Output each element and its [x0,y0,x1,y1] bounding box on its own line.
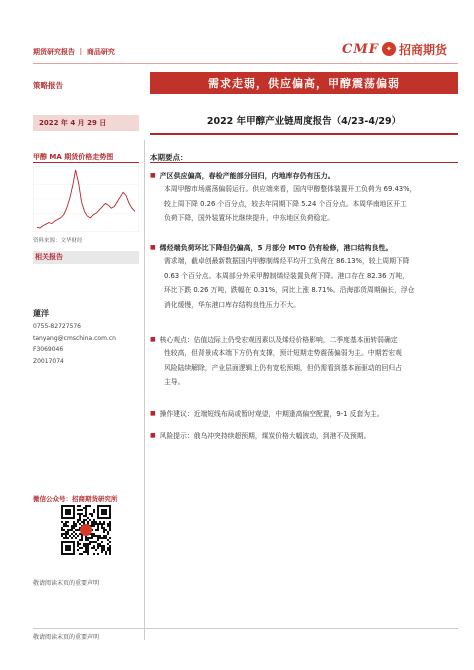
analyst-contact [33,321,116,367]
bullet-icon: ■ [150,336,156,343]
bullet-icon: ■ [150,432,156,439]
section-body [150,182,455,226]
header-divider [33,63,458,64]
body-line: 负荷下降，国外装置环比继续提升，中东地区负荷稳定。 [164,214,334,222]
report-title: 2022 年甲醇产业链周度报告（4/23-4/29） [206,116,402,127]
qr-code-icon [61,505,111,555]
report-category: 策略报告 [33,81,63,90]
contact-license-f: F3069046 [33,346,64,354]
footer-disclaimer: 敬请阅读末页的重要声明 [33,634,100,641]
key-points-rule [150,162,458,163]
contact-email[interactable]: tanyang@cmschina.com.cn [33,334,116,342]
report-date: 2022 年 4 月 29 日 [33,115,139,131]
wechat-label: 微信公众号：招商期货研究所 [33,495,118,503]
disclaimer-note: 敬请阅读末页的重要声明 [33,580,100,587]
headline-text: 需求走弱，供应偏高，甲醇震荡偏弱 [208,77,400,90]
column-separator [144,140,145,640]
body-line: 性较高，但背景成本端下方仍有支撑，预计短期走势震荡偏弱为主。中期若宏观 [164,349,402,357]
logo-chinese: 招商期货 [398,42,447,57]
section-risk [150,430,455,442]
bullet-icon: ■ [150,172,156,179]
body-line: 较上周下降 0.26 个百分点，较去年同期下降 5.24 个百分点。本周华南地区开工 [164,199,407,208]
body-line: 本周甲醇市场震荡偏弱运行。供应端来看，国内甲醇整体装置开工负荷为 69.43%， [164,185,417,193]
section-line: 核心观点：估值边际上仍受宏观因素以及烯烃价格影响，二季度基本面转弱确定 [159,336,398,344]
bullet-icon: ■ [150,244,156,251]
headline-banner [150,72,458,94]
contact-license-z: Z0017074 [33,357,64,365]
section-title: 产区供应偏高，春检产能部分回归，内地库存仍有压力。 [159,172,335,180]
key-points-heading: 本期要点： [150,153,188,162]
title-underline [150,133,458,135]
chart-title: 甲醇 MA 期货价格走势图 [33,153,114,161]
body-line: 环比下跌 0.26 万吨，跌幅在 0.31%，同比上涨 8.71%。沿海部货周期偏长，浮仓 [164,286,415,294]
section-core-view [150,334,455,390]
section-body [150,254,455,312]
chart-title-rule [33,162,139,163]
analyst-name: 蓮洋 [33,309,49,318]
section-title: 烯烃端负荷环比下降但仍偏高，5 月部分 MTO 仍有检修，港口结构良性。 [159,244,393,252]
bullet-icon: ■ [150,410,156,417]
related-reports-heading: 相关报告 [33,251,139,264]
body-line: 主导。 [164,378,185,386]
body-line: 风险陆续解除，产业层面逻辑上仍有宽松预期，但仍需看到基本面驱动的回归占 [164,363,402,372]
body-line: 消化缓慢，华东港口库存结构良性压力不大。 [164,300,300,309]
logo-emblem-icon: ✦ [382,42,396,56]
contact-phone: 0755-82727576 [33,323,81,330]
logo-latin: CMF [342,41,379,57]
header-section-label: 期货研究报告 ｜ 商品研究 [33,48,115,56]
body-line: 需求端，截卓创最新数据国内甲醇制烯烃平均开工负荷在 86.13%，较上周期下降 [164,257,410,265]
section-line: 风险提示：俄乌冲突持续超预期，煤炭价格大幅波动，到港不及预期。 [159,432,371,440]
section-supply [150,170,455,226]
chart-source: 资料来源：文华财经 [33,238,83,244]
section-strategy [150,408,455,420]
brand-logo [342,38,458,60]
section-body [150,346,455,390]
price-chart [33,166,139,232]
footer-divider [33,628,458,629]
section-line: 操作建议：近端短线布局或暂时观望，中期逢高偏空配置，9-1 反套为主。 [159,410,384,418]
section-demand [150,242,455,312]
body-line: 0.63 个百分点。本周部分外采甲醇制烯烃装置负荷下降。港口存在 82.36 万吨， [164,271,409,280]
